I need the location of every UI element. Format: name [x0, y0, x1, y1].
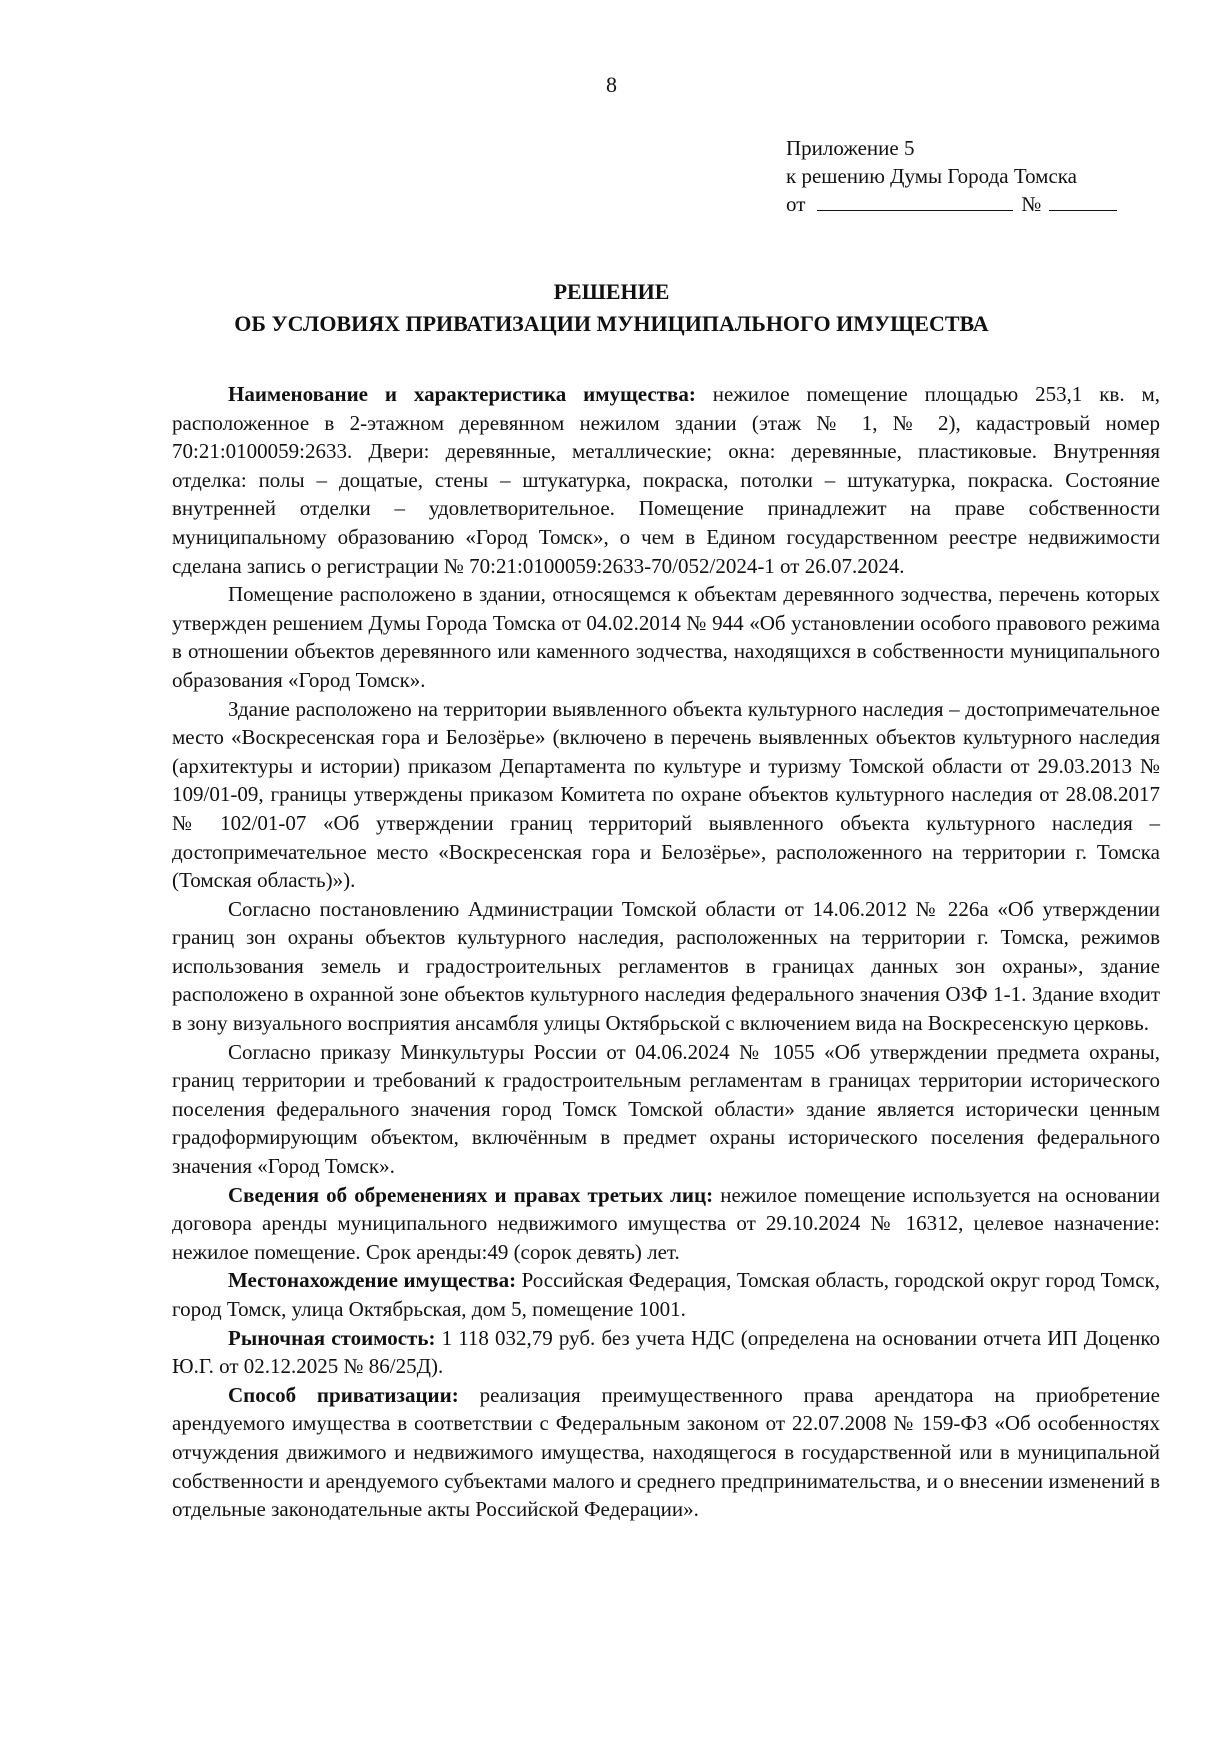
paragraph-location [172, 1266, 1160, 1323]
document-title [0, 276, 1223, 340]
paragraph-label: Наименование и характеристика имущества: [228, 382, 696, 406]
appendix-line-2: к решению Думы Города Томска [786, 164, 1077, 188]
document-body [172, 380, 1160, 1524]
paragraph-text: реализация преимущественного права арендатора на приобретение арендуемого имущества в соответствии с Федеральным законом от 22.07.2008 № 159-ФЗ «Об особенностях отчуждения движимого и недвижимого имущества, находящегося в государственной или в муниципальной собственности и арендуемого субъектами малого и среднего предпринимательства, и о внесении изменений в отдельные законодательные акты Российской Федерации». [172, 1382, 1160, 1522]
date-blank [817, 192, 1013, 211]
paragraph-market-value [172, 1324, 1160, 1381]
paragraph-text: нежилое помещение площадью 253,1 кв. м, расположенное в 2-этажном деревянном нежилом здании (этаж № 1, № 2), кадастровый номер 70:21:0100059:2633. Двери: деревянные, металлические; окна: деревянные, пластиковые. Внутренняя отделка: полы – дощатые, стены – штукатурка, покраска, потолки – штукатурка, покраска. Состояние внутренней отделки – удовлетворительное. Помещение принадлежит на праве собственности муниципальному образованию «Город Томск», о чем в Едином государственном реестре недвижимости сделана запись о регистрации № 70:21:0100059:2633-70/052/2024-1 от 26.07.2024. [172, 382, 1160, 578]
paragraph-text: нежилое помещение используется на основании договора аренды муниципального недвижимого имущества от 29.10.2024 № 16312, целевое назначение: нежилое помещение. Срок аренды:49 (сорок девять) лет. [172, 1182, 1160, 1264]
appendix-header [786, 134, 1117, 218]
paragraph-label: Сведения об обременениях и правах третьих лиц: [228, 1182, 714, 1207]
number-blank [1049, 192, 1117, 211]
paragraph-cultural-heritage: Здание расположено на территории выявленного объекта культурного наследия – достопримечательное место «Воскресенская гора и Белозёрье» (включено в перечень выявленных объектов культурного наследия (архитектуры и истории) приказом Департамента по культуре и туризму Томской области от 29.03.2013 № 109/01-09, границы утверждены приказом Комитета по охране объектов культурного наследия от 28.08.2017 № 102/01-07 «Об утверждении границ территорий выявленного объекта культурного наследия – достопримечательное место «Воскресенская гора и Белозёрье», расположенного на территории г. Томска (Томская область)»). [172, 696, 1160, 893]
paragraph-historical-settlement: Согласно приказу Минкультуры России от 04.06.2024 № 1055 «Об утверждении предмета охраны, границ территории и требований к градостроительным регламентам в границах территории исторического поселения федерального значения город Томск Томской области» здание является исторически ценным градоформирующим объектом, включённым в предмет охраны исторического поселения федерального значения «Город Томск». [172, 1039, 1160, 1179]
paragraph-text: Российская Федерация, Томская область, городской округ город Томск, город Томск, улица Октябрьская, дом 5, помещение 1001. [172, 1268, 1160, 1321]
date-label: от [786, 192, 806, 216]
paragraph-label: Рыночная стоимость: [228, 1325, 436, 1350]
paragraph-text: 1 118 032,79 руб. без учета НДС (определена на основании отчета ИП Доценко Ю.Г. от 02.12.2025 № 86/25Д). [172, 1325, 1160, 1379]
paragraph-encumbrances [172, 1181, 1160, 1267]
title-line-2: ОБ УСЛОВИЯХ ПРИВАТИЗАЦИИ МУНИЦИПАЛЬНОГО ИМУЩЕСТВА [234, 311, 989, 336]
number-label: № [1021, 192, 1042, 216]
paragraph-wooden-architecture: Помещение расположено в здании, относящемся к объектам деревянного зодчества, перечень которых утвержден решением Думы Города Томска от 04.02.2014 № 944 «Об установлении особого правового режима в отношении объектов деревянного или каменного зодчества, находящихся в собственности муниципального образования «Город Томск». [172, 582, 1160, 692]
title-line-1: РЕШЕНИЕ [553, 279, 670, 304]
paragraph-label: Местонахождение имущества: [228, 1268, 517, 1293]
appendix-date-number-line [786, 190, 1117, 218]
paragraph-protection-zone: Согласно постановлению Администрации Томской области от 14.06.2012 № 226а «Об утверждении границ зон охраны объектов культурного наследия, расположенных на территории г. Томска, режимов использования земель и градостроительных регламентов в границах данных зон охраны», здание расположено в охранной зоне объектов культурного наследия федерального значения ОЗФ 1-1. Здание входит в зону визуального восприятия ансамбля улицы Октябрьской с включением вида на Воскресенскую церковь. [172, 896, 1160, 1036]
paragraph-label: Способ приватизации: [228, 1382, 459, 1407]
appendix-line-1: Приложение 5 [786, 136, 915, 160]
paragraph-property-description [172, 380, 1160, 580]
page-number: 8 [606, 72, 617, 97]
paragraph-privatization-method [172, 1381, 1160, 1524]
